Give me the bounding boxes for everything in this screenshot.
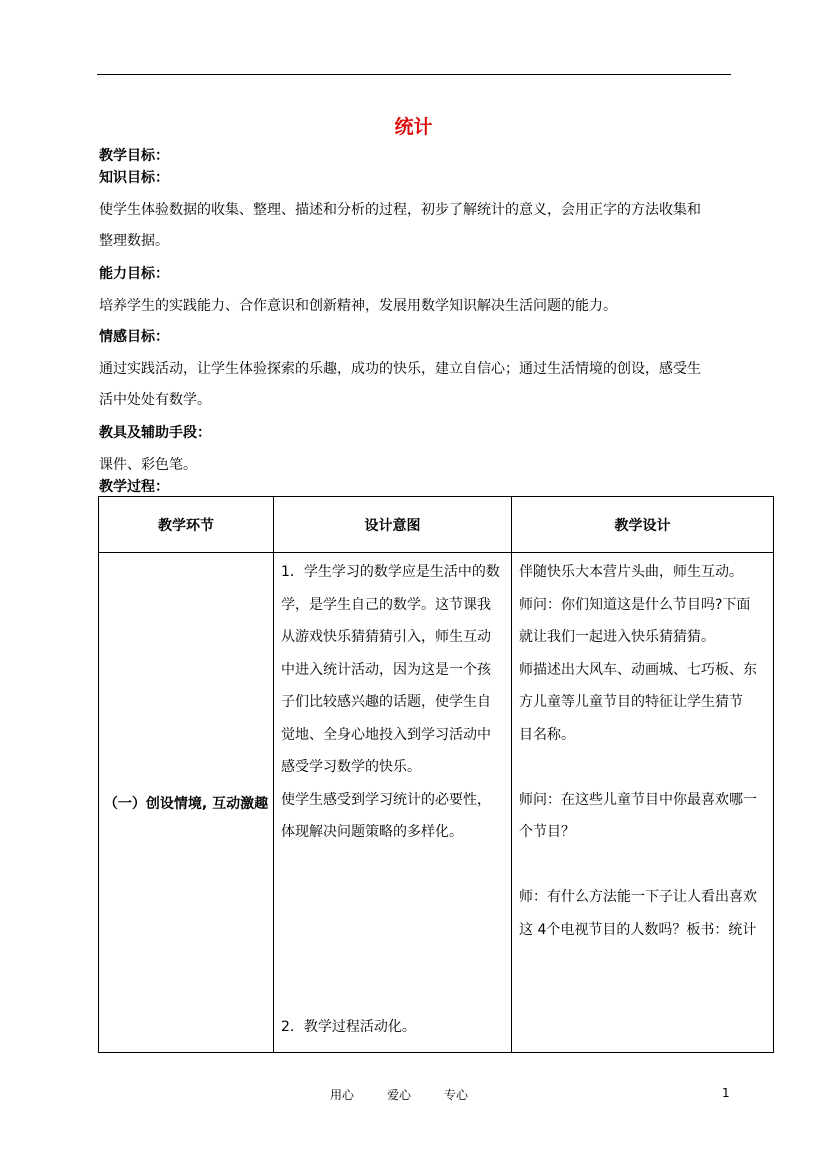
process-heading: 教学过程： — [99, 479, 169, 495]
footer-right: 专心 — [444, 1088, 469, 1102]
design-line: 就让我们一起进入快乐猜猜猜。 — [519, 629, 715, 645]
lesson-table — [98, 496, 774, 1053]
emotion-line-1: 通过实践活动，让学生体验探索的乐趣，成功的快乐，建立自信心；通过生活情境的创设，感受生 — [99, 361, 701, 377]
intent-cell — [274, 553, 512, 1053]
header-stage: 教学环节 — [99, 497, 274, 553]
design-line: 目名称。 — [519, 726, 575, 743]
intent-line: 感受学习数学的快乐。 — [281, 759, 421, 775]
stage-cell — [99, 553, 274, 1053]
emotion-line-2: 活中处处有数学。 — [99, 392, 211, 408]
design-line: 师问：你们知道这是什么节目吗?下面 — [519, 596, 751, 613]
ability-heading: 能力目标： — [99, 266, 169, 282]
design-line: 师：有什么方法能一下子让人看出喜欢 — [519, 889, 757, 905]
design-line: 方儿童等儿童节目的特征让学生猜节 — [519, 694, 743, 710]
intent-line: 1．学生学习的数学应是生活中的数 — [281, 564, 500, 580]
design-line: 个节目？ — [519, 824, 575, 840]
knowledge-heading: 知识目标： — [99, 170, 169, 186]
intent-line: 子们比较感兴趣的话题，使学生自 — [281, 694, 491, 710]
emotion-heading: 情感目标： — [99, 329, 169, 345]
tools-heading: 教具及辅助手段： — [99, 425, 211, 441]
page-title: 统计 — [394, 116, 433, 138]
intent-line: 学，是学生自己的数学。这节课我 — [281, 596, 491, 613]
knowledge-line-2: 整理数据。 — [99, 233, 169, 249]
page-number: 1 — [722, 1086, 730, 1100]
intent-line: 体现解决问题策略的多样化。 — [281, 824, 463, 840]
intent-line: 使学生感受到学习统计的必要性， — [281, 791, 491, 808]
goals-heading: 教学目标： — [99, 148, 169, 164]
design-line: 这 4个电视节目的人数吗？板书：统计 — [519, 921, 757, 938]
footer-left: 用心 — [330, 1088, 355, 1102]
design-cell — [512, 553, 774, 1053]
design-line: 师问：在这些儿童节目中你最喜欢哪一 — [519, 791, 757, 808]
tools-text: 课件、彩色笔。 — [99, 457, 197, 473]
knowledge-line-1: 使学生体验数据的收集、整理、描述和分析的过程，初步了解统计的意义，会用正字的方法收集和 — [99, 202, 701, 218]
intent-line: 从游戏快乐猜猜猜引入，师生互动 — [281, 629, 491, 645]
header-rule — [97, 74, 731, 75]
intent-point-2: 2．教学过程活动化。 — [281, 1019, 416, 1035]
ability-text: 培养学生的实践能力、合作意识和创新精神，发展用数学知识解决生活问题的能力。 — [99, 298, 617, 314]
intent-line: 觉地、全身心地投入到学习活动中 — [281, 726, 491, 743]
intent-line: 中进入统计活动，因为这是一个孩 — [281, 661, 491, 678]
header-design: 教学设计 — [512, 497, 774, 553]
design-line: 师描述出大风车、动画城、七巧板、东 — [519, 661, 757, 678]
table-row — [99, 553, 774, 1053]
footer-mid: 爱心 — [387, 1088, 412, 1102]
table-header-row — [99, 497, 774, 553]
header-intent: 设计意图 — [274, 497, 512, 553]
stage-label: （一）创设情境, 互动激趣 — [103, 795, 269, 812]
design-line: 伴随快乐大本营片头曲，师生互动。 — [519, 564, 743, 580]
